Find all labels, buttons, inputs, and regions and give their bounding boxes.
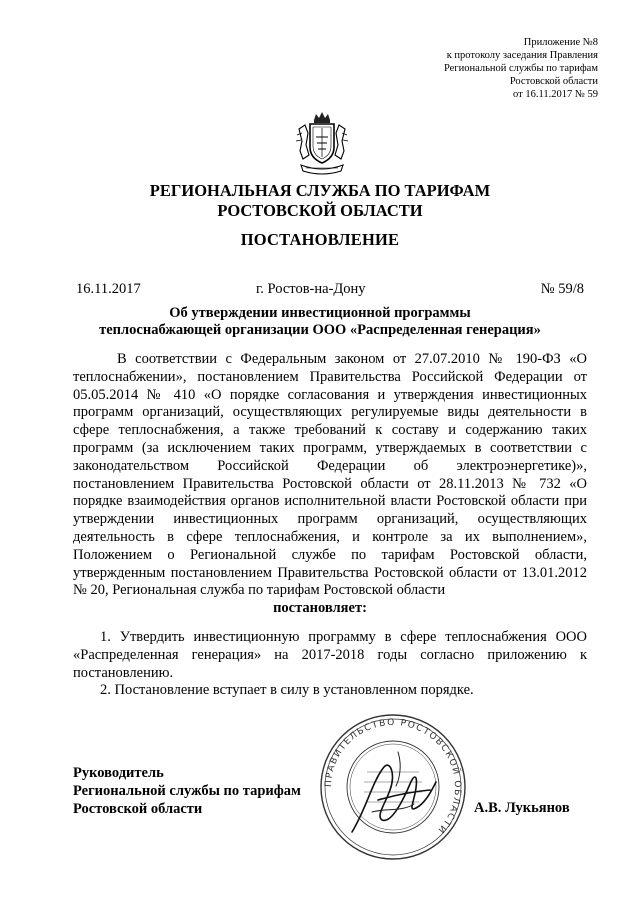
organization-name: РЕГИОНАЛЬНАЯ СЛУЖБА ПО ТАРИФАМ <box>149 181 491 200</box>
signatory-line: Руководитель <box>73 765 164 781</box>
organization-region: РОСТОВСКОЙ ОБЛАСТИ <box>217 201 423 220</box>
document-date: 16.11.2017 <box>76 281 141 297</box>
signatory-line: Региональной службы по тарифам <box>73 783 301 799</box>
decree-word: постановляет: <box>273 600 367 616</box>
appendix-line: Региональной службы по тарифам <box>443 63 598 74</box>
official-seal-stamp <box>312 712 474 862</box>
appendix-line: Ростовской области <box>509 76 598 87</box>
subject-line: Об утверждении инвестиционной программы <box>169 305 471 321</box>
appendix-line: Приложение №8 <box>523 37 598 48</box>
preamble-paragraph: В соответствии с Федеральным законом от 27.07.2010 № 190-ФЗ «О теплоснабжении», постановлением Правительства Российской Федерации от 05.05.2014 № 410 «О порядке согласования и утверждения инвестиционных программ организаций, осуществляющих регулируемые виды деятельности в сфере теплоснабжения, а также требований к составу и содержанию таких программ (за исключением таких программ, утверждаемых в соответствии с законодательством Российской Федерации об электроэнергетике)», постановлением Правительства Ростовской области от 28.11.2013 № 732 «О порядке взаимодействия органов исполнительной власти Ростовской области при утверждении инвестиционных программ организаций, осуществляющих деятельность в сфере теплоснабжения, и контроле за их выполнением», Положением о Региональной службе по тарифам Ростовской области, утвержденным постановлением Правительства Ростовской области от 13.01.2012 № 20, Региональная служба по тарифам Ростовской области <box>73 351 587 599</box>
signatory-line: Ростовской области <box>73 801 203 817</box>
document-number: № 59/8 <box>540 281 584 297</box>
appendix-line: к протоколу заседания Правления <box>446 50 598 61</box>
document-city: г. Ростов-на-Дону <box>256 281 366 297</box>
document-subject <box>0 305 640 339</box>
resolution-item: 1. Утвердить инвестиционную программу в сфере теплоснабжения ООО «Распределенная генерация» на 2017-2018 годы согласно приложению к постановлению. <box>73 629 587 681</box>
appendix-note <box>444 36 598 101</box>
subject-line: теплоснабжающей организации ООО «Распределенная генерация» <box>99 322 541 338</box>
seal-text: ПРАВИТЕЛЬСТВО РОСТОВСКОЙ ОБЛАСТИ <box>323 717 463 836</box>
document-type-title: ПОСТАНОВЛЕНИЕ <box>240 230 400 249</box>
signatory-title <box>73 764 301 818</box>
appendix-line: от 16.11.2017 № 59 <box>513 89 598 100</box>
signatory-name: А.В. Лукьянов <box>474 800 570 816</box>
coat-of-arms-emblem <box>293 111 351 177</box>
resolution-item: 2. Постановление вступает в силу в установленном порядке. <box>100 682 474 698</box>
